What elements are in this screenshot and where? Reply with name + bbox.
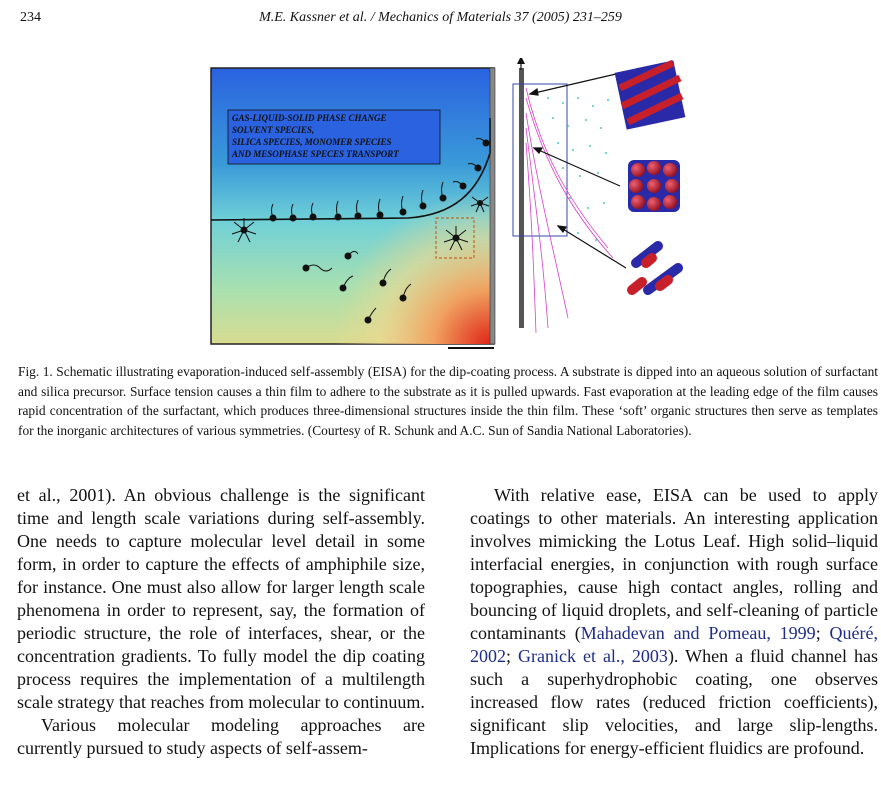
figure: [208, 58, 688, 350]
citation-link-quere[interactable]: Quéré, 2002: [470, 623, 878, 666]
lamellar-structure: [615, 60, 686, 129]
left-paragraph-1: et al., 2001). An obvious challenge is the significant time and length scale variations during self-assembly. One needs to capture molecular level detail in some form, in order to capture the effects of amphiphile size, for instance. One must also allow for larger length scale phenomena in order to represent, say, the formation of periodic structure, the role of interfaces, shear, or the concentration gradients. To fully model the dip coating process requires the implementation of a multilength scale strategy that reaches from molecular to continuum.: [17, 485, 425, 712]
body-column-left: [17, 484, 425, 760]
velocity-vectors: [547, 97, 609, 241]
right-paragraph-text-a: With relative ease, EISA can be used to apply coatings to other materials. An interesting application involves mimicking the Lotus Leaf. High solid–liquid interfacial energies, in conjunction with rough surface topographies, cause high contact angles, rolling and bouncing of liquid droplets, and self-cleaning of particle contaminants (: [470, 485, 878, 643]
body-column-right: [470, 484, 878, 760]
running-head: M.E. Kassner et al. / Mechanics of Materials 37 (2005) 231–259: [259, 10, 622, 25]
figure-label-line-1: GAS-LIQUID-SOLID PHASE CHANGE: [232, 113, 387, 123]
citation-link-mahadevan[interactable]: Mahadevan and Pomeau, 1999: [580, 623, 816, 643]
figure-label-line-4: AND MESOPHASE SPECES TRANSPORT: [232, 149, 399, 159]
citation-separator: ;: [506, 646, 518, 666]
figure-label-line-2: SOLVENT SPECIES,: [232, 125, 315, 135]
substrate: [490, 68, 495, 344]
dip-substrate: [519, 68, 524, 328]
right-paragraph-1: [470, 484, 878, 760]
right-paragraph-text-b: ). When a fluid channel has such a superhydrophobic coating, one observes increased flow rates (reduced friction coefficients), significant slip velocities, and large slip-lengths. Implications for energy-efficient fluidics are profound.: [470, 646, 878, 758]
figure-caption: Fig. 1. Schematic illustrating evaporation-induced self-assembly (EISA) for the dip-coating process. A substrate is dipped into an aqueous solution of surfactant and silica precursor. Surface tension causes a thin film to adhere to the substrate as it is pulled upwards. Fast evaporation at the leading edge of the film causes rapid concentration of the surfactant, which produces three-dimensional structures inside the thin film. These ‘soft’ organic structures then serve as templates for the inorganic architectures of various symmetries. (Courtesy of R. Schunk and A.C. Sun of Sandia National Laboratories).: [18, 364, 878, 438]
citation-separator: ;: [815, 623, 830, 643]
flow-streamlines: [526, 88, 613, 333]
left-paragraph-2: Various molecular modeling approaches are currently pursued to study aspects of self-assem-: [17, 715, 425, 758]
cylindrical-structure: [632, 246, 678, 290]
page-number: 234: [20, 10, 41, 25]
citation-link-granick[interactable]: Granick et al., 2003: [518, 646, 668, 666]
figure-label-line-3: SILICA SPECIES, MONOMER SPECIES: [232, 137, 392, 147]
cubic-structure: [628, 160, 680, 212]
figure-illustration: [208, 58, 688, 350]
pointer-arrows: [530, 74, 626, 268]
